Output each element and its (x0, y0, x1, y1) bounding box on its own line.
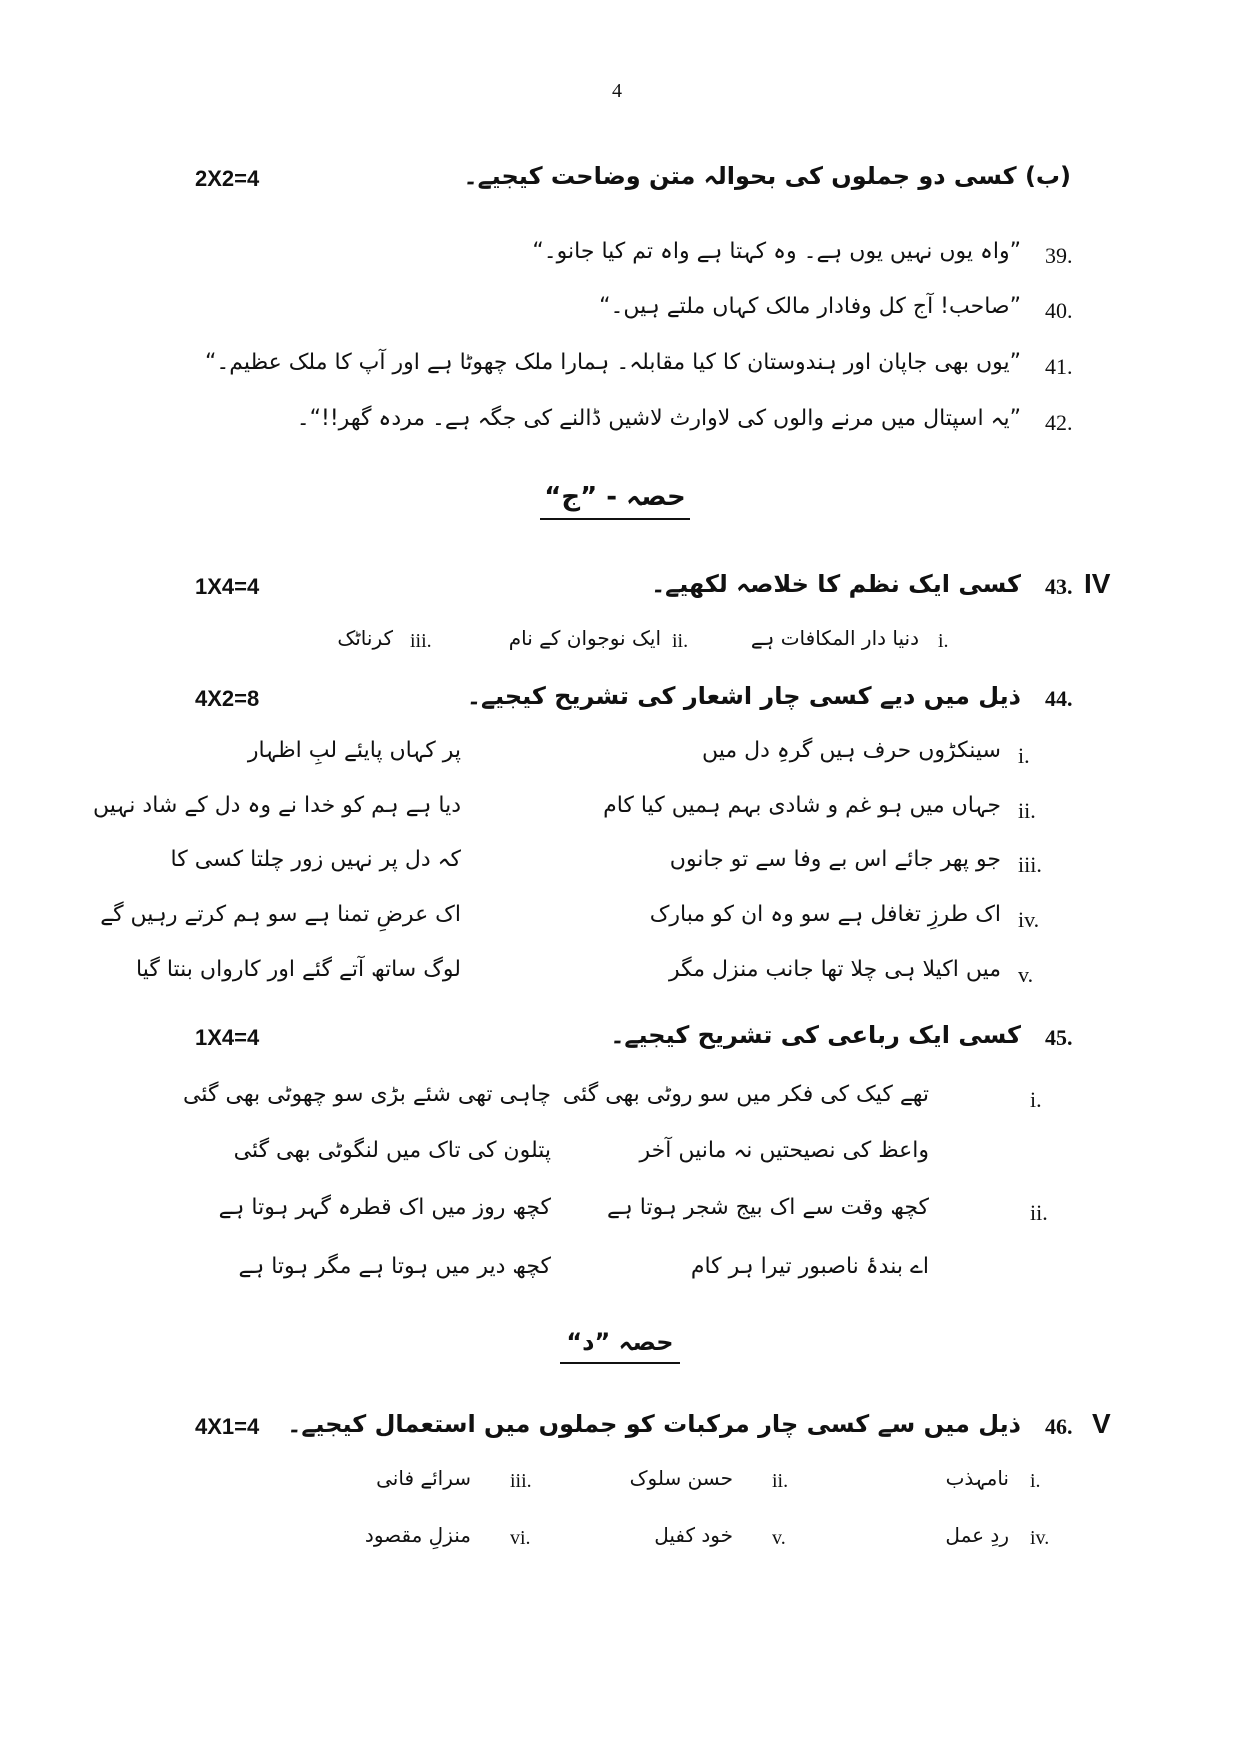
q44-number: 44. (1045, 686, 1073, 711)
q44-couplet-iv-first: اک طرزِ تغافل ہے سو وہ ان کو مبارک (649, 902, 1001, 927)
q44-couplet-v-second: لوگ ساتھ آتے گئے اور کارواں بنتا گیا (136, 957, 461, 982)
q45-rubai-i-number: i. (1030, 1087, 1042, 1112)
q46-option-v-text: خود کفیل (654, 1523, 733, 1547)
q43-option-iii-text: کرناٹک (337, 626, 393, 650)
q46-marks: 4X1=4 (195, 1414, 260, 1439)
q40-text: ”صاحب! آج کل وفادار مالک کہاں ملتے ہیں۔“ (599, 294, 1021, 319)
q45-rubai-ii-line1-first: کچھ وقت سے اک بیج شجر ہوتا ہے (607, 1195, 929, 1220)
q46-option-iv-number: iv. (1030, 1527, 1050, 1549)
q45-rubai-i-line1-second: چاہی تھی شئے بڑی سو چھوٹی بھی گئی (183, 1082, 551, 1107)
q41-text: ”یوں بھی جاپان اور ہندوستان کا کیا مقابلہ۔ ہمارا ملک چھوٹا ہے اور آپ کا ملک عظیم۔“ (205, 350, 1021, 375)
q43-option-ii-text: ایک نوجوان کے نام (508, 626, 661, 650)
q45-rubai-ii-line2-second: کچھ دیر میں ہوتا ہے مگر ہوتا ہے (238, 1254, 551, 1279)
q46-text: ذیل میں سے کسی چار مرکبات کو جملوں میں استعمال کیجیے۔ (287, 1410, 1021, 1438)
q42-text: ”یہ اسپتال میں مرنے والوں کی لاوارث لاشیں ڈالنے کی جگہ ہے۔ مردہ گھر!!“۔ (296, 406, 1021, 431)
part-d-title: حصہ ”د“ (560, 1328, 680, 1364)
q44-marks: 4X2=8 (195, 686, 260, 711)
q44-couplet-iv-second: اک عرضِ تمنا ہے سو ہم کرتے رہیں گے (100, 902, 461, 927)
q43-option-iii-number: iii. (410, 630, 432, 652)
q39-number: 39. (1045, 243, 1073, 268)
q44-couplet-i-number: i. (1018, 743, 1030, 768)
q44-couplet-i-first: سینکڑوں حرف ہیں گرہِ دل میں (701, 738, 1001, 763)
q44-couplet-iii-number: iii. (1018, 852, 1042, 877)
q44-couplet-v-first: میں اکیلا ہی چلا تھا جانب منزل مگر (668, 957, 1001, 982)
q45-number: 45. (1045, 1025, 1073, 1050)
q44-couplet-ii-second: دیا ہے ہم کو خدا نے وہ دل کے شاد نہیں (93, 793, 461, 818)
q41-number: 41. (1045, 354, 1073, 379)
q44-couplet-i-second: پر کہاں پایئے لبِ اظہار (247, 738, 461, 763)
q46-option-i-number: i. (1030, 1470, 1041, 1492)
q46-option-i-text: نامہذب (945, 1466, 1009, 1490)
q45-rubai-i-line1-first: تھے کیک کی فکر میں سو روٹی بھی گئی (562, 1082, 929, 1107)
q46-option-ii-text: حسن سلوک (629, 1466, 733, 1490)
page-number: 4 (612, 80, 622, 102)
part-c-title: حصہ - ”ج“ (540, 482, 690, 520)
q46-option-ii-number: ii. (772, 1470, 789, 1492)
q45-rubai-ii-line2-first: اے بندۂ ناصبور تیرا ہر کام (690, 1254, 929, 1279)
q45-rubai-i-line2-second: پتلون کی تاک میں لنگوٹی بھی گئی (233, 1138, 551, 1163)
section-b-heading: (ب) کسی دو جملوں کی بحوالہ متن وضاحت کیجیے۔ (463, 162, 1071, 190)
q46-option-vi-number: vi. (510, 1527, 531, 1549)
q46-option-iii-number: iii. (510, 1470, 532, 1492)
q43-option-i-text: دنیا دار المکافات ہے (750, 626, 919, 650)
q45-text: کسی ایک رباعی کی تشریح کیجیے۔ (610, 1021, 1021, 1049)
q44-couplet-ii-number: ii. (1018, 798, 1036, 823)
q40-number: 40. (1045, 298, 1073, 323)
q43-marks: 1X4=4 (195, 574, 260, 599)
q46-option-iii-text: سرائے فانی (376, 1466, 471, 1490)
q46-option-v-number: v. (772, 1527, 786, 1549)
q45-rubai-i-line2-first: واعظ کی نصیحتیں نہ مانیں آخر (639, 1138, 929, 1163)
q43-number: 43. (1045, 574, 1073, 599)
section-b-marks: 2X2=4 (195, 166, 260, 191)
q44-couplet-iii-first: جو پھر جائے اس بے وفا سے تو جانوں (669, 847, 1001, 872)
q45-rubai-ii-line1-second: کچھ روز میں اک قطرہ گہر ہوتا ہے (218, 1195, 551, 1220)
q44-couplet-ii-first: جہاں میں ہو غم و شادی بہم ہمیں کیا کام (603, 793, 1001, 818)
q44-couplet-iii-second: کہ دل پر نہیں زور چلتا کسی کا (170, 847, 461, 872)
section-v-label: V (1092, 1408, 1111, 1439)
q43-text: کسی ایک نظم کا خلاصہ لکھیے۔ (651, 570, 1021, 598)
q44-text: ذیل میں دیے کسی چار اشعار کی تشریح کیجیے۔ (466, 682, 1021, 710)
q46-option-vi-text: منزلِ مقصود (364, 1523, 471, 1547)
q46-number: 46. (1045, 1414, 1073, 1439)
q43-option-ii-number: ii. (672, 630, 689, 652)
q43-option-i-number: i. (938, 630, 949, 652)
q42-number: 42. (1045, 410, 1073, 435)
q45-rubai-ii-number: ii. (1030, 1200, 1048, 1225)
q44-couplet-iv-number: iv. (1018, 907, 1040, 932)
q39-text: ”واہ یوں نہیں یوں ہے۔ وہ کہتا ہے واہ تم کیا جانو۔“ (532, 239, 1021, 264)
q44-couplet-v-number: v. (1018, 962, 1034, 987)
section-iv-label: IV (1084, 568, 1111, 599)
q45-marks: 1X4=4 (195, 1025, 260, 1050)
q46-option-iv-text: ردِ عمل (945, 1523, 1009, 1547)
